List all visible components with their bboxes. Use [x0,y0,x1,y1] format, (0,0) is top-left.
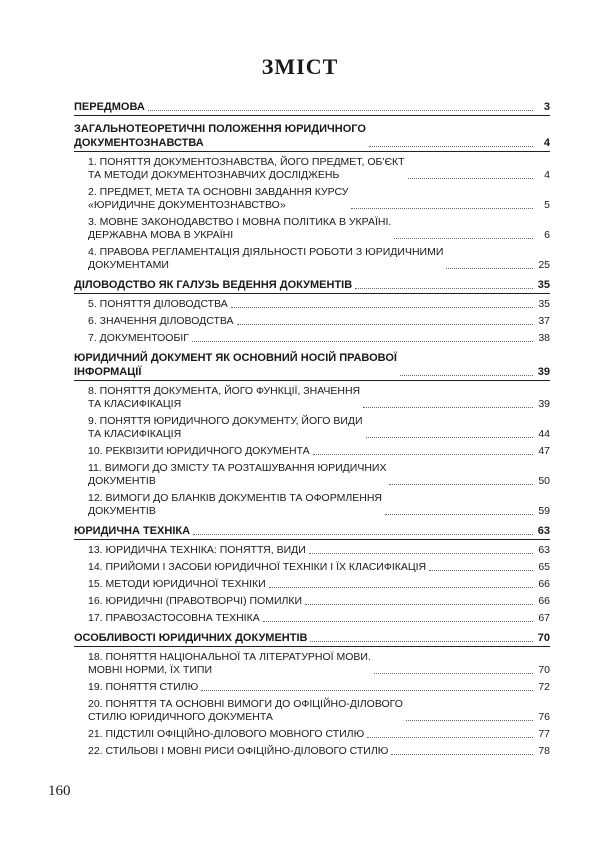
toc-page-number: 76 [538,711,550,723]
toc-subsection-entry [74,745,550,758]
toc-subsection-entry [74,186,550,212]
toc-entry-title-line: 12. ВИМОГИ ДО БЛАНКІВ ДОКУМЕНТІВ ТА ОФОРМЛЕННЯ [88,492,382,504]
toc-entry-title-line: 15. МЕТОДИ ЮРИДИЧНОЇ ТЕХНІКИ [88,578,266,590]
dot-leader [192,341,533,342]
toc-subsection-entry [74,595,550,608]
toc-subsection-entry [74,681,550,694]
dot-leader [374,673,533,674]
dot-leader [201,690,533,691]
toc-subsection-entry [74,492,550,518]
toc-entry-title-line: ДОКУМЕНТІВ [88,475,156,487]
toc-page-number: 44 [538,428,550,440]
toc-page-number: 39 [538,398,550,410]
toc-entry-title-line: 9. ПОНЯТТЯ ЮРИДИЧНОГО ДОКУМЕНТУ, ЙОГО ВИДИ [88,415,363,427]
toc-subsection-entry [74,385,550,411]
toc-page-number: 39 [537,366,550,378]
toc-section-entry [74,100,550,114]
toc-page-number: 35 [538,298,550,310]
toc-section-entry [74,524,550,538]
toc-entry-title-line: 14. ПРИЙОМИ І ЗАСОБИ ЮРИДИЧНОЇ ТЕХНІКИ І ЇХ КЛАСИФІКАЦІЯ [88,561,427,573]
toc-page-number: 4 [544,169,550,181]
toc-entry-title-line: ДІЛОВОДСТВО ЯК ГАЛУЗЬ ВЕДЕННЯ ДОКУМЕНТІВ [74,279,353,291]
toc-entry-title-line: ТА КЛАСИФІКАЦІЯ [88,398,182,410]
dot-leader [313,454,533,455]
toc-page-number: 50 [538,475,550,487]
toc-subsection-entry [74,651,550,677]
toc-entry-title-line: ЮРИДИЧНА ТЕХНІКА [74,525,191,537]
toc-entry-title-line: ДЕРЖАВНА МОВА В УКРАЇНІ [88,229,234,241]
section-underline [74,293,550,294]
toc-subsection-entry [74,578,550,591]
toc-subsection-entry [74,612,550,625]
toc-entry-title-line: 3. МОВНЕ ЗАКОНОДАВСТВО І МОВНА ПОЛІТИКА В УКРАЇНІ. [88,216,392,228]
toc-subsection-entry [74,415,550,441]
toc-entry-title-line: ДОКУМЕНТАМИ [88,259,169,271]
dot-leader [429,570,533,571]
dot-leader [351,208,533,209]
toc-subsection-entry [74,698,550,724]
toc-entry-title-line: 7. ДОКУМЕНТООБІГ [88,332,189,344]
toc-entry-title-line: ДОКУМЕНТІВ [88,505,156,517]
toc-entry-title-line: ТА МЕТОДИ ДОКУМЕНТОЗНАВЧИХ ДОСЛІДЖЕНЬ [88,169,340,181]
toc-entry-title-line: 17. ПРАВОЗАСТОСОВНА ТЕХНІКА [88,612,260,624]
toc-entry-title-line: 13. ЮРИДИЧНА ТЕХНІКА: ПОНЯТТЯ, ВИДИ [88,544,306,556]
toc-entry-title-line: ОСОБЛИВОСТІ ЮРИДИЧНИХ ДОКУМЕНТІВ [74,632,308,644]
dot-leader [237,324,533,325]
dot-leader [446,268,533,269]
dot-leader [148,110,533,111]
page-number: 160 [48,783,71,799]
toc-page-number: 72 [538,681,550,693]
toc-subsection-entry [74,561,550,574]
dot-leader [369,146,533,147]
toc-entry-title-line: 19. ПОНЯТТЯ СТИЛЮ [88,681,199,693]
toc-subsection-entry [74,216,550,242]
dot-leader [400,375,533,376]
toc-entry-title-line: МОВНІ НОРМИ, ЇХ ТИПИ [88,664,212,676]
dot-leader [193,534,533,535]
toc-page-number: 78 [538,745,550,757]
toc-section-entry [74,278,550,292]
toc-entry-title-line: 20. ПОНЯТТЯ ТА ОСНОВНІ ВИМОГИ ДО ОФІЦІЙНО-ДІЛОВОГО [88,698,403,710]
toc-entry-title-line: 1. ПОНЯТТЯ ДОКУМЕНТОЗНАВСТВА, ЙОГО ПРЕДМЕТ, ОБ'ЄКТ [88,156,405,168]
toc-subsection-entry [74,315,550,328]
dot-leader [389,484,533,485]
toc-subsection-entry [74,445,550,458]
toc-page-number: 70 [537,632,550,644]
dot-leader [385,514,533,515]
toc-page-number: 77 [538,728,550,740]
toc-page-number: 63 [538,544,550,556]
toc-entry-title-line: 21. ПІДСТИЛІ ОФІЦІЙНО-ДІЛОВОГО МОВНОГО СТИЛЮ [88,728,365,740]
dot-leader [231,307,533,308]
toc-page-number: 66 [538,578,550,590]
toc-page-number: 47 [538,445,550,457]
dot-leader [394,238,533,239]
section-underline [74,151,550,152]
toc-entry-title-line: 5. ПОНЯТТЯ ДІЛОВОДСТВА [88,298,228,310]
toc-entry-title-line: 6. ЗНАЧЕННЯ ДІЛОВОДСТВА [88,315,234,327]
toc-page-number: 38 [538,332,550,344]
toc-entry-title-line: ЮРИДИЧНИЙ ДОКУМЕНТ ЯК ОСНОВНИЙ НОСІЙ ПРАВОВОЇ [74,352,397,364]
toc-entry-title-line: «ЮРИДИЧНЕ ДОКУМЕНТОЗНАВСТВО» [88,199,286,211]
page-title: ЗМІСТ [261,54,339,79]
toc-entry-title-line: ДОКУМЕНТОЗНАВСТВА [74,137,204,149]
toc-entry-title-line: 11. ВИМОГИ ДО ЗМІСТУ ТА РОЗТАШУВАННЯ ЮРИДИЧНИХ [88,462,387,474]
section-underline [74,539,550,540]
toc-subsection-entry [74,332,550,345]
toc-entry-title-line: 8. ПОНЯТТЯ ДОКУМЕНТА, ЙОГО ФУНКЦІЇ, ЗНАЧЕННЯ [88,385,361,397]
toc-entry-title-line: ПЕРЕДМОВА [74,101,145,113]
toc-entry-title-line: 18. ПОНЯТТЯ НАЦІОНАЛЬНОЇ ТА ЛІТЕРАТУРНОЇ МОВИ. [88,651,371,663]
toc-page-number: 66 [538,595,550,607]
dot-leader [269,587,533,588]
toc-section-entry [74,122,550,150]
table-of-contents [74,100,550,758]
toc-entry-title-line: 2. ПРЕДМЕТ, МЕТА ТА ОСНОВНІ ЗАВДАННЯ КУРСУ [88,186,349,198]
dot-leader [406,720,533,721]
toc-page-number: 6 [544,229,550,241]
dot-leader [355,288,533,289]
section-underline [74,380,550,381]
toc-entry-title-line: 22. СТИЛЬОВІ І МОВНІ РИСИ ОФІЦІЙНО-ДІЛОВОГО СТИЛЮ [88,745,389,757]
section-underline [74,646,550,647]
toc-page-number: 70 [538,664,550,676]
toc-page-number: 59 [538,505,550,517]
toc-page-number: 35 [537,279,550,291]
toc-entry-title-line: 10. РЕКВІЗИТИ ЮРИДИЧНОГО ДОКУМЕНТА [88,445,310,457]
toc-subsection-entry [74,298,550,311]
toc-page-number: 65 [538,561,550,573]
toc-page-number: 67 [538,612,550,624]
toc-subsection-entry [74,156,550,182]
toc-page-number: 5 [544,199,550,211]
toc-entry-title-line: ІНФОРМАЦІЇ [74,366,142,378]
dot-leader [367,737,533,738]
dot-leader [408,178,533,179]
toc-entry-title-line: 16. ЮРИДИЧНІ (ПРАВОТВОРЧІ) ПОМИЛКИ [88,595,303,607]
toc-section-entry [74,351,550,379]
dot-leader [366,437,533,438]
toc-section-entry [74,631,550,645]
toc-subsection-entry [74,544,550,557]
toc-subsection-entry [74,728,550,741]
toc-page-number: 37 [538,315,550,327]
dot-leader [363,407,533,408]
toc-subsection-entry [74,462,550,488]
dot-leader [305,604,533,605]
toc-entry-title-line: 4. ПРАВОВА РЕГЛАМЕНТАЦІЯ ДІЯЛЬНОСТІ РОБОТИ З ЮРИДИЧНИМИ [88,246,444,258]
toc-entry-title-line: ТА КЛАСИФІКАЦІЯ [88,428,182,440]
toc-entry-title-line: СТИЛЮ ЮРИДИЧНОГО ДОКУМЕНТА [88,711,273,723]
dot-leader [263,621,533,622]
dot-leader [309,553,533,554]
toc-page-number: 63 [537,525,550,537]
toc-page-number: 3 [543,101,550,113]
section-underline [74,115,550,116]
dot-leader [391,754,533,755]
toc-entry-title-line: ЗАГАЛЬНОТЕОРЕТИЧНІ ПОЛОЖЕННЯ ЮРИДИЧНОГО [74,123,366,135]
dot-leader [310,641,533,642]
toc-subsection-entry [74,246,550,272]
toc-page-number: 25 [538,259,550,271]
toc-page-number: 4 [543,137,550,149]
